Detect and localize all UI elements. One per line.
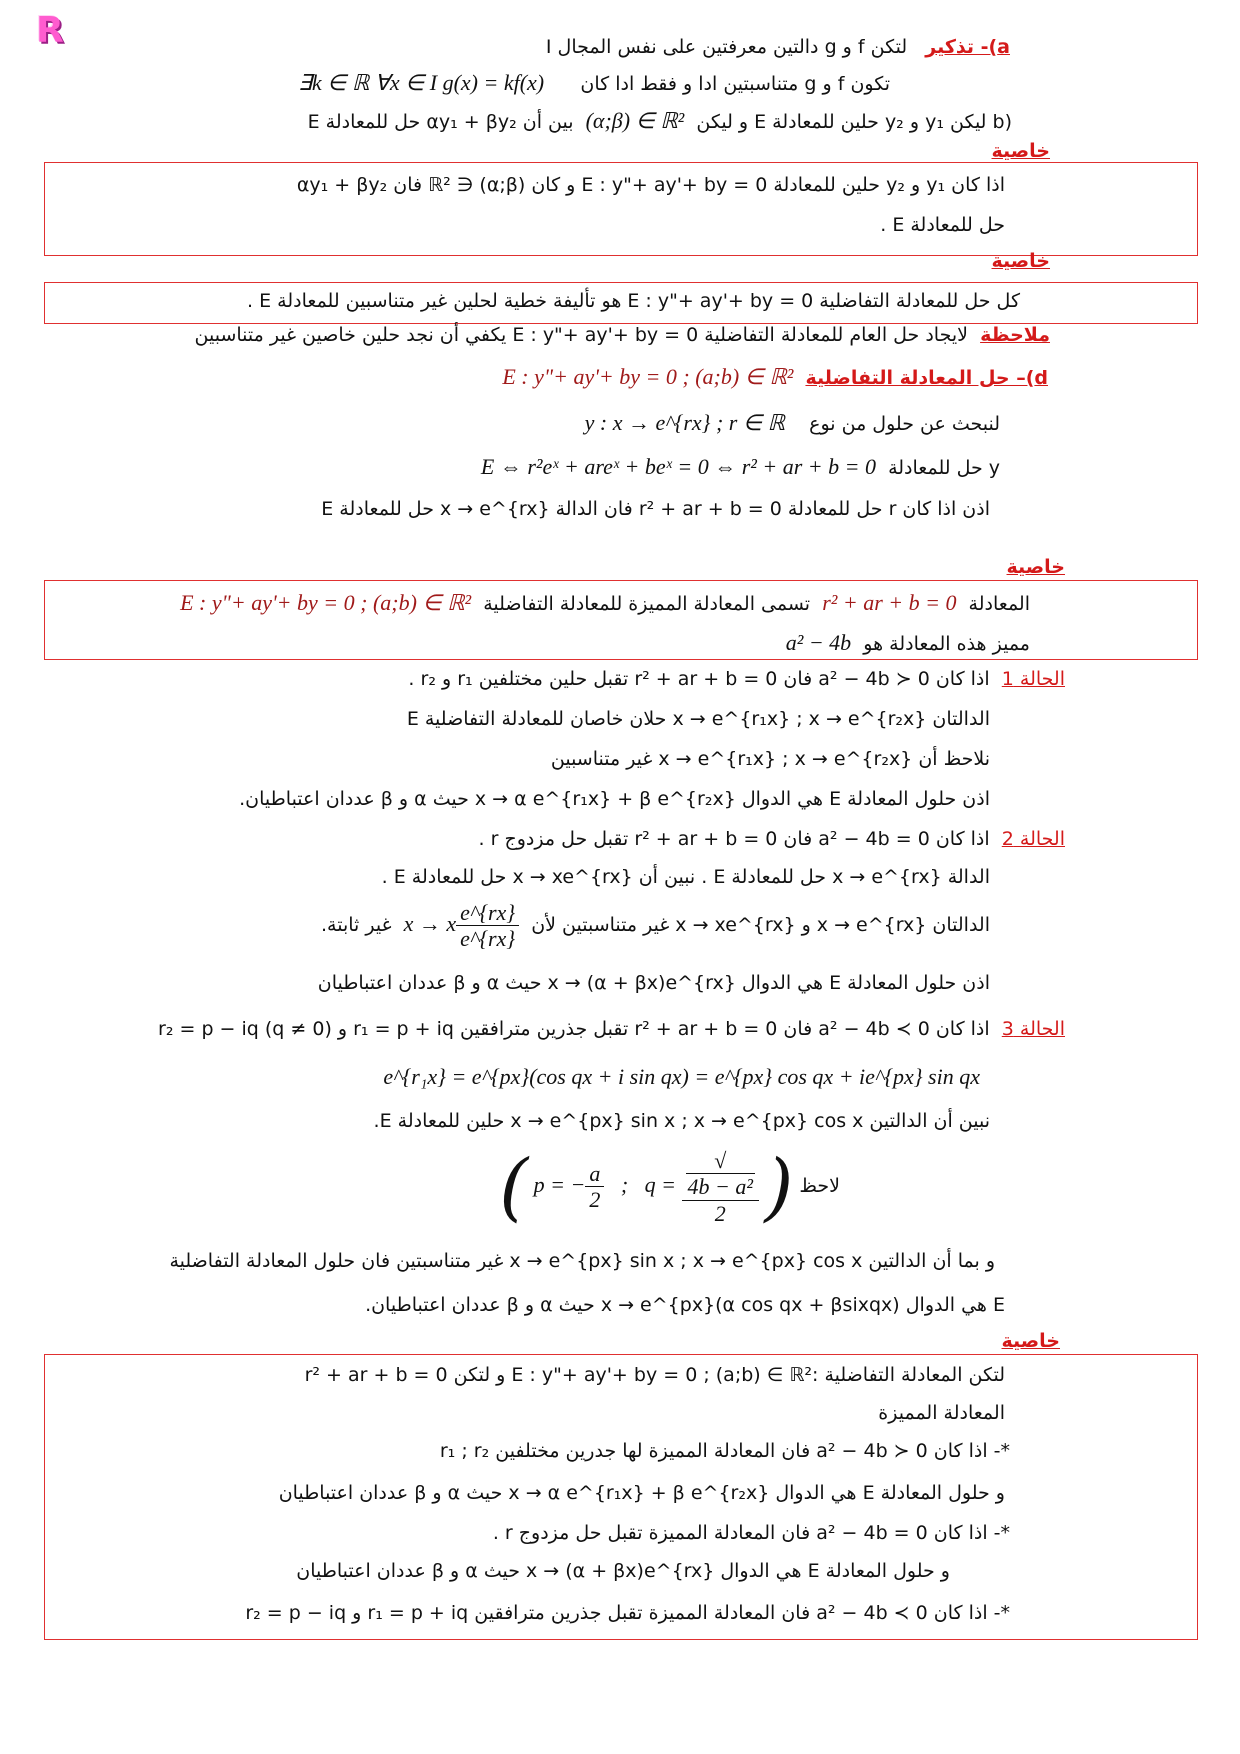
section-d-math-1: y : x → e^{rx} ; r ∈ ℝ [584,410,785,435]
property-4-line7 [0,1602,1240,1624]
case-3-q-num: 4b − a² [687,1174,753,1200]
reminder-math-2: ∃k ∈ ℝ ∀x ∈ I g(x) = kf(x) [298,70,545,95]
case-3-q-den: 2 [714,1200,726,1226]
property-1-text-2: حل للمعادلة E . [880,214,1005,236]
property-4-line4 [0,1482,1240,1504]
property-4-label-row [0,1330,1240,1352]
note-text: لايجاد حل العام للمعادلة التفاضلية E : y"+ ay'+ by = 0 يكفي أن نجد حلين خاصين غير متناسبين [194,324,968,346]
case-1-line2 [0,708,1240,730]
case-3-p-den: 2 [589,1187,601,1213]
property-3-label: خاصية [1006,556,1065,578]
case-3-line3 [0,1110,1240,1132]
reminder-line1 [0,36,1240,58]
case-2-text-2: الدالة x → e^{rx} حل للمعادلة E . نبين أن x → xe^{rx} حل للمعادلة E . [381,866,990,888]
section-d-line1 [0,410,1240,436]
section-d-text-1: لنبحث عن حلول من نوع [809,413,1000,435]
note-label: ملاحظة [980,324,1050,346]
property-4-text-6: و حلول المعادلة E هي الدوال x → (α + βx)e^{rx} حيث α و β عددان اعتباطيان [296,1560,950,1582]
property-3-math-1: r² + ar + b = 0 [822,590,957,615]
case-2-label: الحالة 2 [1001,828,1065,850]
case-2-text-4: اذن حلول المعادلة E هي الدوال x → (α + βx)e^{rx} حيث α و β عددان اعتباطيان [317,972,990,994]
section-d-text-3: اذن اذا كان r حل للمعادلة r² + ar + b = 0 فان الدالة x → e^{rx} حل للمعادلة E [321,498,990,520]
case-2-line2 [0,866,1240,888]
section-d-label: d)– حل المعادلة التفاضلية [805,367,1048,389]
section-d-line3 [0,498,1240,520]
case-3-text-6: E هي الدوال x → e^{px}(α cos qx + βsixqx) حيث α و β عددان اعتباطيان. [365,1294,1005,1316]
case-1-text-3: نلاحظ أن x → e^{r₁x} ; x → e^{r₂x} غير متناسبين [550,748,990,770]
case-2-fraction [456,900,519,952]
property-3-text-1a: المعادلة [968,593,1030,615]
case-3-line5 [0,1250,1240,1272]
section-d-text-2: y حل للمعادلة [888,457,1000,479]
case-2-line4 [0,972,1240,994]
case-3-line2 [0,1064,1240,1090]
case-3-q-lhs: q = [644,1172,676,1197]
reminder-line2 [0,70,1240,96]
case-3-note-label: لاحظ [799,1175,840,1197]
property-4-line3 [0,1440,1240,1462]
case-1-label: الحالة 1 [1001,668,1065,690]
case-2-fraction-num: e^{rx} [456,900,519,926]
property-3-line1 [0,590,1240,616]
case-2-text-3b: غير ثابتة. [321,913,392,936]
property-3-label-row [0,556,1240,578]
property-4-text-1: لتكن المعادلة التفاضلية :E : y"+ ay'+ by = 0 ; (a;b) ∈ ℝ² و لتكن r² + ar + b = 0 [304,1364,1005,1386]
section-d-line2 [0,454,1240,480]
property-2-text-1: كل حل للمعادلة التفاضلية E : y"+ ay'+ by = 0 هو تأليفة خطية لحلين غير متناسبين للمعادلة E . [247,290,1020,312]
reminder-b-math: (α;β) ∈ ℝ² [585,108,685,133]
case-1-text-2: الدالتان x → e^{r₁x} ; x → e^{r₂x} حلان خاصان للمعادلة التفاضلية E [406,708,990,730]
case-3-math-2: e^{r₁x} = e^{px}(cos qx + i sin qx) = e^{px} cos qx + ie^{px} sin qx [383,1064,980,1089]
case-3-text-3: نبين أن الدالتين x → e^{px} sin x ; x → e^{px} cos x حلين للمعادلة E. [373,1110,990,1132]
section-d-math: E : y"+ ay'+ by = 0 ; (a;b) ∈ ℝ² [502,364,794,389]
section-d-line [0,364,1240,390]
reminder-b-suffix: بين أن αy₁ + βy₂ حل للمعادلة E [307,111,574,133]
case-3-text-5: و بما أن الدالتين x → e^{px} sin x ; x → e^{px} cos x غير متناسبتين فان حلول المعادلة التفاضلية [169,1250,995,1272]
property-1-line2 [0,214,1240,236]
property-4-text-2: المعادلة المميزة [878,1402,1005,1424]
note-line [0,324,1240,346]
property-1-label-row [0,140,1240,162]
case-3-line1 [0,1018,1240,1040]
property-3-text-2: مميز هذه المعادلة هو [863,633,1030,655]
case-2-text-1: اذا كان a² − 4b = 0 فان r² + ar + b = 0 تقبل حل مزدوج r . [478,828,990,850]
property-3-math-3: a² − 4b [785,630,852,655]
case-3-p-fraction [585,1161,604,1213]
case-3-label: الحالة 3 [1001,1018,1065,1040]
property-4-text-4: و حلول المعادلة E هي الدوال x → α e^{r₁x} + β e^{r₂x} حيث α و β عددان اعتباطيان [278,1482,1005,1504]
property-1-text-1: اذا كان y₁ و y₂ حلين للمعادلة E : y"+ ay'+ by = 0 و كان (α;β) ∈ ℝ² فان αy₁ + βy₂ [296,174,1005,196]
case-1-line4 [0,788,1240,810]
case-3-text-1: اذا كان a² − 4b ≺ 0 فان r² + ar + b = 0 تقبل جذرين مترافقين r₁ = p + iq و r₂ = p − iq (q ≠ 0) [158,1018,990,1040]
reminder-b-prefix: (b ليكن y₁ و y₂ حلين للمعادلة E و ليكن [696,111,1012,133]
case-3-p-num: a [585,1161,604,1187]
case-2-line1 [0,828,1240,850]
case-3-line4: لاحظ ( p = − $\frac{a}{2}$ ; q = √ 4b − a² 2 ) [499,1143,840,1230]
property-2-label-row [0,250,1240,272]
property-4-line5 [0,1522,1240,1544]
property-1-label: خاصية [991,140,1050,162]
property-3-line2 [0,630,1240,656]
case-2-text-3a: الدالتان x → e^{rx} و x → xe^{rx} غير متناسبتين لأن [531,913,990,936]
property-3-text-1b: تسمى المعادلة المميزة للمعادلة التفاضلية [483,593,811,615]
property-4-text-3: *- اذا كان a² − 4b ≻ 0 فان المعادلة المميزة لها جدرين مختلفين r₁ ; r₂ [439,1440,1010,1462]
section-d-math-2: E ⇔ r²eˣ + areˣ + beˣ = 0 ⇔ r² + ar + b = 0 [480,454,876,479]
reminder-text-2: تكون f و g متناسبتين ادا و فقط ادا كان [580,73,890,95]
property-4-text-5: *- اذا كان a² − 4b = 0 فان المعادلة المميزة تقبل حل مزدوج r . [492,1522,1010,1544]
case-3-p-lhs: p = − [533,1172,586,1197]
logo: R [36,10,64,51]
case-3-q-fraction: √ 4b − a² 2 [682,1148,759,1226]
case-1-line3 [0,748,1240,770]
case-2-fraction-den: e^{rx} [460,926,516,952]
property-4-line1 [0,1364,1240,1386]
case-2-line3: الدالتان x → e^{rx} و x → xe^{rx} غير متناسبتين لأن x → x $\frac{e\^{}\{rx\}}{e\^{}\{rx\}}$ غير ثابتة. [321,900,990,952]
reminder-text-1: لتكن f و g دالتين معرفتين على نفس المجال I [545,36,908,58]
reminder-line3 [0,108,1240,134]
property-2-label: خاصية [991,250,1050,272]
property-1-line1 [0,174,1240,196]
property-4-text-7: *- اذا كان a² − 4b ≺ 0 فان المعادلة المميزة تقبل جذرين مترافقين r₁ = p + iq و r₂ = p − iq [245,1602,1010,1624]
case-1-text-4: اذن حلول المعادلة E هي الدوال x → α e^{r₁x} + β e^{r₂x} حيث α و β عددان اعتباطيان. [239,788,990,810]
case-1-line1 [0,668,1240,690]
property-4-line2 [0,1402,1240,1424]
reminder-label: a)- تذكير [925,36,1010,58]
property-4-label: خاصية [1001,1330,1060,1352]
case-1-text-1: اذا كان a² − 4b ≻ 0 فان r² + ar + b = 0 تقبل حلين مختلفين r₁ و r₂ . [408,668,990,690]
property-2-line1 [0,290,1240,312]
case-3-line6 [0,1294,1240,1316]
property-3-math-2: E : y"+ ay'+ by = 0 ; (a;b) ∈ ℝ² [180,590,472,615]
property-4-line6 [0,1560,1240,1582]
